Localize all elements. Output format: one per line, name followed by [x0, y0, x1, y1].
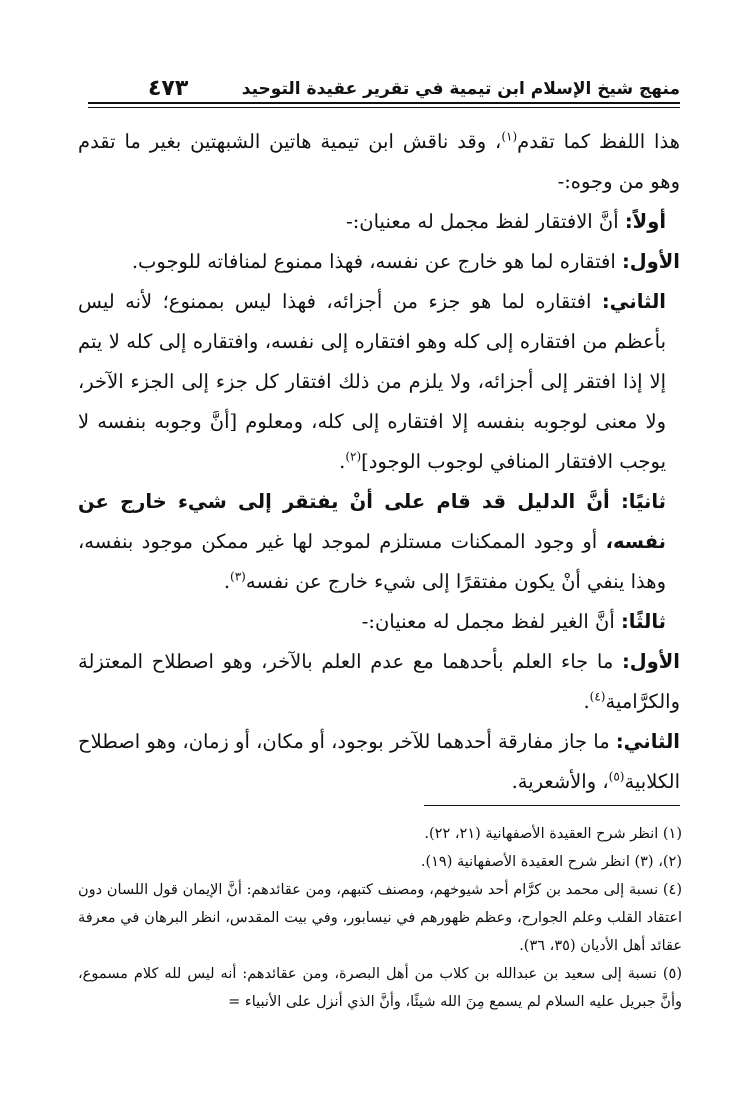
point-label: أولاً: — [624, 210, 666, 233]
text-run: افتقاره لما هو جزء من أجزائه، فهذا ليس بممنوع؛ لأنه ليس بأعظم من افتقاره إلى كله وهو افتقاره إلى نفسه، وافتقاره إلى كله لا يتم إلا إذا افتقر إلى أجزائه، ولا يلزم من ذلك افتقار كل جزء إلى الجزء الآخر، ولا معنى لوجوبه بنفسه إلا افتقاره إلى كله، ومعلوم [أنَّ وجوبه بنفسه لا يوجب الافتقار المنافي لوجوب الوجود] — [78, 290, 666, 473]
point-label: الثاني: — [601, 290, 666, 313]
point-label: الثاني: — [615, 730, 680, 753]
paragraph-meaning-1 — [78, 242, 680, 282]
footnote-ref-1[interactable]: (١) — [501, 129, 518, 144]
text-run: أنَّ الافتقار لفظ مجمل له معنيان:- — [346, 210, 625, 233]
text-run: ، والأشعرية. — [511, 770, 609, 793]
text-run: . — [339, 450, 346, 473]
footnote-ref-4[interactable]: (٤) — [589, 689, 606, 704]
footnote-2-3: (٢)، (٣) انظر شرح العقيدة الأصفهانية (١٩). — [420, 854, 682, 870]
main-text — [78, 122, 680, 802]
paragraph-1 — [78, 122, 680, 202]
footnote-ref-3[interactable]: (٣) — [230, 569, 246, 584]
text-run: هذا اللفظ كما تقدم — [517, 130, 680, 153]
text-run: ، وقد ناقش ابن تيمية هاتين الشبهتين بغير ما تقدم وهو من وجوه:- — [78, 130, 680, 193]
text-run: أو وجود الممكنات مستلزم لموجد لها غير ممكن موجود بنفسه، وهذا ينفي أنْ يكون مفتقرًا إلى شيء خارج عن نفسه — [78, 530, 666, 593]
paragraph-third-point — [78, 602, 680, 642]
paragraph-other-meaning-1 — [78, 642, 680, 722]
footnote-1: (١) انظر شرح العقيدة الأصفهانية (٢١، ٢٢). — [424, 826, 682, 842]
page-number: ٤٧٣ — [142, 76, 194, 102]
header-rule-bottom — [88, 107, 680, 108]
footnote-ref-5[interactable]: (٥) — [608, 769, 625, 784]
bold-statement: أنَّ الدليل قد قام على أنْ يفتقر إلى شيء خارج عن نفسه، — [78, 490, 666, 553]
text-run: أنَّ الغير لفظ مجمل له معنيان:- — [361, 610, 621, 633]
footnote-separator — [424, 805, 680, 806]
paragraph-second-point — [78, 482, 680, 602]
paragraph-other-meaning-2 — [78, 722, 680, 802]
paragraph-first-point — [78, 202, 680, 242]
point-label: ثالثًا: — [620, 610, 666, 633]
point-label: الأول: — [621, 650, 680, 673]
footnote-ref-2[interactable]: (٢) — [345, 449, 362, 464]
point-label: الأول: — [621, 250, 680, 273]
text-run: افتقاره لما هو خارج عن نفسه، فهذا ممنوع لمنافاته للوجوب. — [131, 250, 622, 273]
running-header — [88, 78, 680, 114]
footnote-5: (٥) نسبة إلى سعيد بن عبدالله بن كلاب من أهل البصرة، ومن عقائدهم: أنه ليس لله كلام مسموع، وأنَّ جبريل عليه السلام لم يسمع مِنَ الله شيئًا، وأنَّ الذي أنزل على الأنبياء = — [78, 966, 682, 1010]
text-run: ما جاء العلم بأحدهما مع عدم العلم بالآخر، وهو اصطلاح المعتزلة والكرَّامية — [78, 650, 680, 713]
header-rule-top — [88, 102, 680, 104]
text-run: . — [223, 570, 231, 593]
text-run: . — [583, 690, 590, 713]
point-label: ثانيًا: — [620, 490, 666, 513]
text-run: ما جاز مفارقة أحدهما للآخر بوجود، أو مكان، أو زمان، وهو اصطلاح الكلابية — [78, 730, 680, 793]
paragraph-meaning-2 — [78, 282, 680, 482]
footnotes — [78, 820, 682, 1016]
running-title: منهج شيخ الإسلام ابن تيمية في تقرير عقيدة التوحيد — [241, 79, 680, 99]
footnote-4: (٤) نسبة إلى محمد بن كرَّام أحد شيوخهم، ومصنف كتبهم، ومن عقائدهم: أنَّ الإيمان قول اللسان دون اعتقاد القلب وعلم الجوارح، وعظم ظهورهم في نيسابور، وفي بيت المقدس، انظر البرهان في معرفة عقائد أهل الأديان (٣٥، ٣٦). — [78, 882, 682, 954]
